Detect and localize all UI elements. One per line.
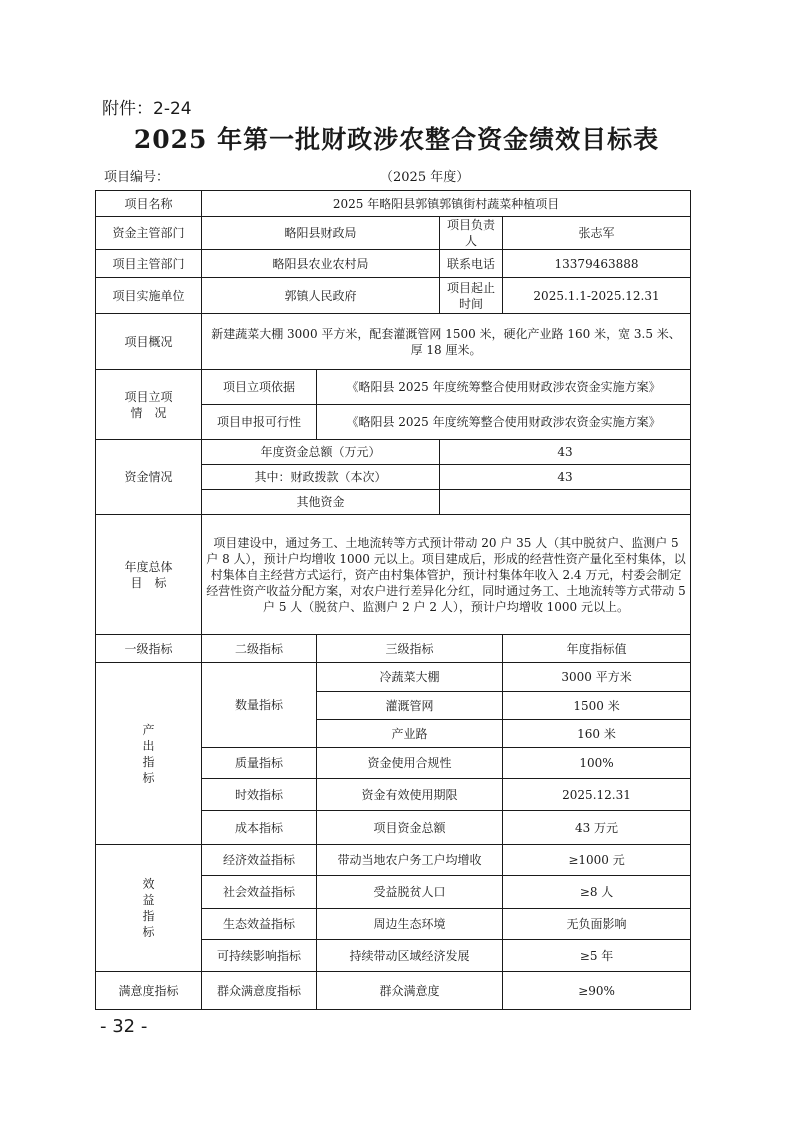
row-goal [96, 515, 691, 635]
output-label [96, 663, 202, 845]
indicator-value: ≥1000 元 [503, 845, 691, 876]
level3-name: 冷蔬菜大棚 [317, 663, 503, 692]
feasibility-label: 项目申报可行性 [202, 405, 317, 440]
basis-value: 《略阳县 2025 年度统筹整合使用财政涉农资金实施方案》 [317, 370, 691, 405]
leader-value: 张志军 [503, 217, 691, 250]
project-number-label: 项目编号： [104, 170, 170, 185]
indicator-value: 无负面影响 [503, 909, 691, 940]
level3-name: 周边生态环境 [317, 909, 503, 940]
approval-label [96, 370, 202, 440]
level3-name: 资金有效使用期限 [317, 779, 503, 811]
level2-name: 群众满意度指标 [202, 972, 317, 1010]
fund-total-label: 年度资金总额（万元） [202, 440, 440, 465]
row-overview [96, 314, 691, 370]
level3-name: 受益脱贫人口 [317, 876, 503, 909]
benefit-label-char: 益 [142, 893, 155, 907]
approval-label-line1: 项目立项 [124, 389, 173, 404]
indicator-value: 100% [503, 748, 691, 779]
indicator-value: ≥8 人 [503, 876, 691, 909]
row-benefit-1 [96, 845, 691, 876]
level3-name: 群众满意度 [317, 972, 503, 1010]
overview-label: 项目概况 [96, 314, 202, 370]
indicator-value: ≥5 年 [503, 940, 691, 972]
row-fund-dept [96, 217, 691, 250]
project-name-value: 2025 年略阳县郭镇郭镇街村蔬菜种植项目 [202, 191, 691, 217]
header-level2: 二级指标 [202, 635, 317, 663]
overview-value: 新建蔬菜大棚 3000 平方米，配套灌溉管网 1500 米，硬化产业路 160 米，宽 3.5 米、厚 18 厘米。 [202, 314, 691, 370]
quantity-label: 数量指标 [202, 663, 317, 748]
output-label-char: 产 [142, 722, 155, 737]
quality-label: 质量指标 [202, 748, 317, 779]
proj-dept-label: 项目主管部门 [96, 250, 202, 278]
basis-label: 项目立项依据 [202, 370, 317, 405]
indicator-value: 3000 平方米 [503, 663, 691, 692]
level3-name: 资金使用合规性 [317, 748, 503, 779]
goal-label-line2: 目 标 [130, 575, 167, 590]
indicator-value: 43 万元 [503, 811, 691, 845]
funds-label: 资金情况 [96, 440, 202, 515]
level2-name: 可持续影响指标 [202, 940, 317, 972]
annex-label: 附件：2-24 [102, 99, 192, 119]
satisfaction-label: 满意度指标 [96, 972, 202, 1010]
header-value: 年度指标值 [503, 635, 691, 663]
goal-text: 项目建设中，通过务工、土地流转等方式预计带动 20 户 35 人（其中脱贫户、监测户 5 户 8 人），预计户均增收 1000 元以上。项目建成后，形成的经营性资产量化至村集体，以村集体自主经营方式运行，资产由村集体管护，预计村集体年收入 2.4 万元，村委会制定经营性资产收益分配方案，对农户进行差异化分红，同时通过务工、土地流转等方式带动 5 户 5 人（脱贫户、监测户 2 户 2 人），预计户均增收 1000 元以上。 [202, 515, 691, 635]
page-number: - 32 - [100, 1016, 148, 1037]
benefit-label-char: 标 [142, 925, 155, 939]
header-level3: 三级指标 [317, 635, 503, 663]
level2-name: 经济效益指标 [202, 845, 317, 876]
row-fund-total [96, 440, 691, 465]
timeliness-label: 时效指标 [202, 779, 317, 811]
header-level1: 一级指标 [96, 635, 202, 663]
fund-other-value [440, 490, 691, 515]
row-approval-basis [96, 370, 691, 405]
output-label-char: 出 [142, 738, 155, 753]
output-label-char: 指 [142, 754, 155, 769]
indicator-value: 1500 米 [503, 692, 691, 720]
cost-label: 成本指标 [202, 811, 317, 845]
output-label-char: 标 [142, 770, 155, 785]
row-satisfaction [96, 972, 691, 1010]
period-label: 项目起止时间 [440, 278, 503, 314]
benefit-label-char: 效 [142, 877, 155, 891]
row-indicator-headers [96, 635, 691, 663]
fund-fiscal-value: 43 [440, 465, 691, 490]
goal-label-line1: 年度总体 [124, 559, 173, 574]
year-label: （2025 年度） [380, 170, 470, 185]
impl-unit-value: 郭镇人民政府 [202, 278, 440, 314]
level3-name: 产业路 [317, 720, 503, 748]
performance-table [95, 190, 691, 1010]
period-value: 2025.1.1-2025.12.31 [503, 278, 691, 314]
fund-other-label: 其他资金 [202, 490, 440, 515]
level3-name: 持续带动区域经济发展 [317, 940, 503, 972]
phone-label: 联系电话 [440, 250, 503, 278]
indicator-value: 2025.12.31 [503, 779, 691, 811]
leader-label: 项目负责人 [440, 217, 503, 250]
row-project-name [96, 191, 691, 217]
project-name-label: 项目名称 [96, 191, 202, 217]
feasibility-value: 《略阳县 2025 年度统筹整合使用财政涉农资金实施方案》 [317, 405, 691, 440]
level3-name: 项目资金总额 [317, 811, 503, 845]
fund-fiscal-label: 其中：财政拨款（本次） [202, 465, 440, 490]
approval-label-line2: 情 况 [130, 405, 167, 420]
row-output-qty-1 [96, 663, 691, 692]
benefit-label-char: 指 [142, 909, 155, 923]
goal-label [96, 515, 202, 635]
fund-dept-label: 资金主管部门 [96, 217, 202, 250]
benefit-label [96, 845, 202, 972]
indicator-value: 160 米 [503, 720, 691, 748]
phone-value: 13379463888 [503, 250, 691, 278]
level2-name: 社会效益指标 [202, 876, 317, 909]
level2-name: 生态效益指标 [202, 909, 317, 940]
level3-name: 灌溉管网 [317, 692, 503, 720]
indicator-value: ≥90% [503, 972, 691, 1010]
fund-dept-value: 略阳县财政局 [202, 217, 440, 250]
row-proj-dept [96, 250, 691, 278]
row-impl-unit [96, 278, 691, 314]
level3-name: 带动当地农户务工户均增收 [317, 845, 503, 876]
impl-unit-label: 项目实施单位 [96, 278, 202, 314]
fund-total-value: 43 [440, 440, 691, 465]
page-title: 2025 年第一批财政涉农整合资金绩效目标表 [133, 125, 660, 154]
proj-dept-value: 略阳县农业农村局 [202, 250, 440, 278]
